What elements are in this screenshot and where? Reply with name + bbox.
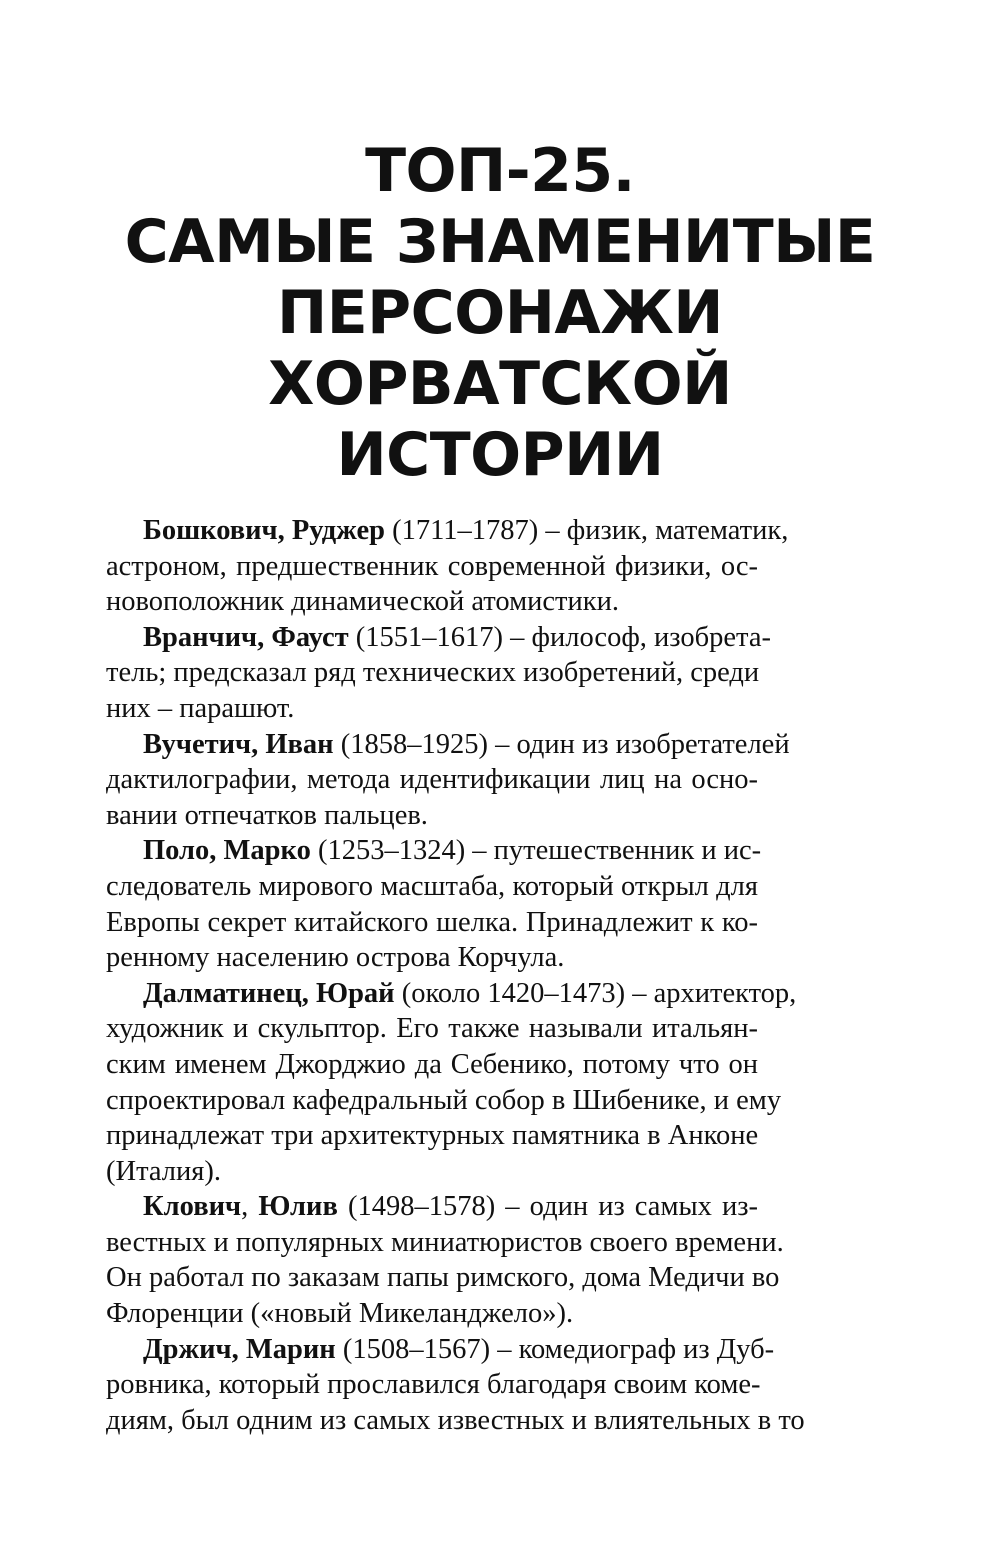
text-line: диям, был одним из самых известных и влиятельных в то [106,1404,805,1436]
title-line: ХОРВАТСКОЙ [268,349,732,419]
text-line: спроектировал кафедральный собор в Шибенике, и ему [106,1084,782,1116]
person-name: Далматинец, Юрай [143,977,395,1009]
text-line: Клович, Юлив (1498–1578) – один из самых из- [143,1191,758,1223]
entry-vrancic [106,620,771,727]
person-name: Юлив [258,1191,338,1223]
text-line: принадлежат три архитектурных памятника в Анконе [106,1120,759,1152]
body-text [106,513,805,1438]
entry-drzic [106,1332,805,1439]
text-line: вестных и популярных миниатюристов своего времени. [106,1226,784,1258]
person-name: Вранчич, Фауст [143,621,349,653]
person-name: Вучетич, Иван [143,728,334,760]
person-name: Клович [143,1191,242,1223]
text-line: них – парашют. [106,692,295,724]
text-line: Поло, Марко (1253–1324) – путешественник и ис- [143,835,762,867]
entry-klovic [106,1189,784,1331]
text-line: вании отпечатков пальцев. [106,799,428,831]
person-name: Држич, Марин [143,1333,336,1365]
title-line: ПЕРСОНАЖИ [276,278,724,348]
entry-vucetic [106,727,790,834]
text-line: новоположник динамической атомистики. [106,586,619,618]
text-line: Далматинец, Юрай (около 1420–1473) – архитектор, [143,977,797,1009]
text-line: Вранчич, Фауст (1551–1617) – философ, изобрета- [143,621,771,653]
text-line: ским именем Джорджио да Себенико, потому что он [106,1048,758,1080]
text-line: астроном, предшественник современной физики, ос- [106,550,758,582]
text-line: (Италия). [106,1155,221,1187]
text-line: ренному населению острова Корчула. [106,942,565,974]
text-line: следователь мирового масштаба, который открыл для [106,870,758,902]
entry-dalmatinac [106,976,797,1190]
text-line: тель; предсказал ряд технических изобретений, среди [106,657,760,689]
text-line: дактилографии, метода идентификации лиц на осно- [106,764,758,796]
title-line: САМЫЕ ЗНАМЕНИТЫЕ [124,207,876,277]
name-separator: , [241,1191,259,1223]
title-line: ТОП-25. [365,136,635,206]
text-line: Држич, Марин (1508–1567) – комедиограф из Дуб- [143,1333,775,1365]
text-line: Бошкович, Руджер (1711–1787) – физик, математик, [143,515,789,546]
entry-polo [106,833,762,975]
entry-boskovic [106,513,789,620]
person-name: Бошкович, Руджер [143,515,385,546]
text-line: Вучетич, Иван (1858–1925) – один из изобретателей [143,728,790,760]
chapter-title [60,136,940,491]
text-line: Он работал по заказам папы римского, дома Медичи во [106,1262,780,1294]
person-name: Поло, Марко [143,835,311,867]
text-line: художник и скульптор. Его также называли итальян- [106,1013,758,1045]
text-line: Европы секрет китайского шелка. Принадлежит к ко- [106,906,758,938]
title-line: ИСТОРИИ [336,420,664,490]
text-line: Флоренции («новый Микеланджело»). [106,1298,574,1330]
text-line: ровника, который прославился благодаря своим коме- [106,1369,761,1401]
